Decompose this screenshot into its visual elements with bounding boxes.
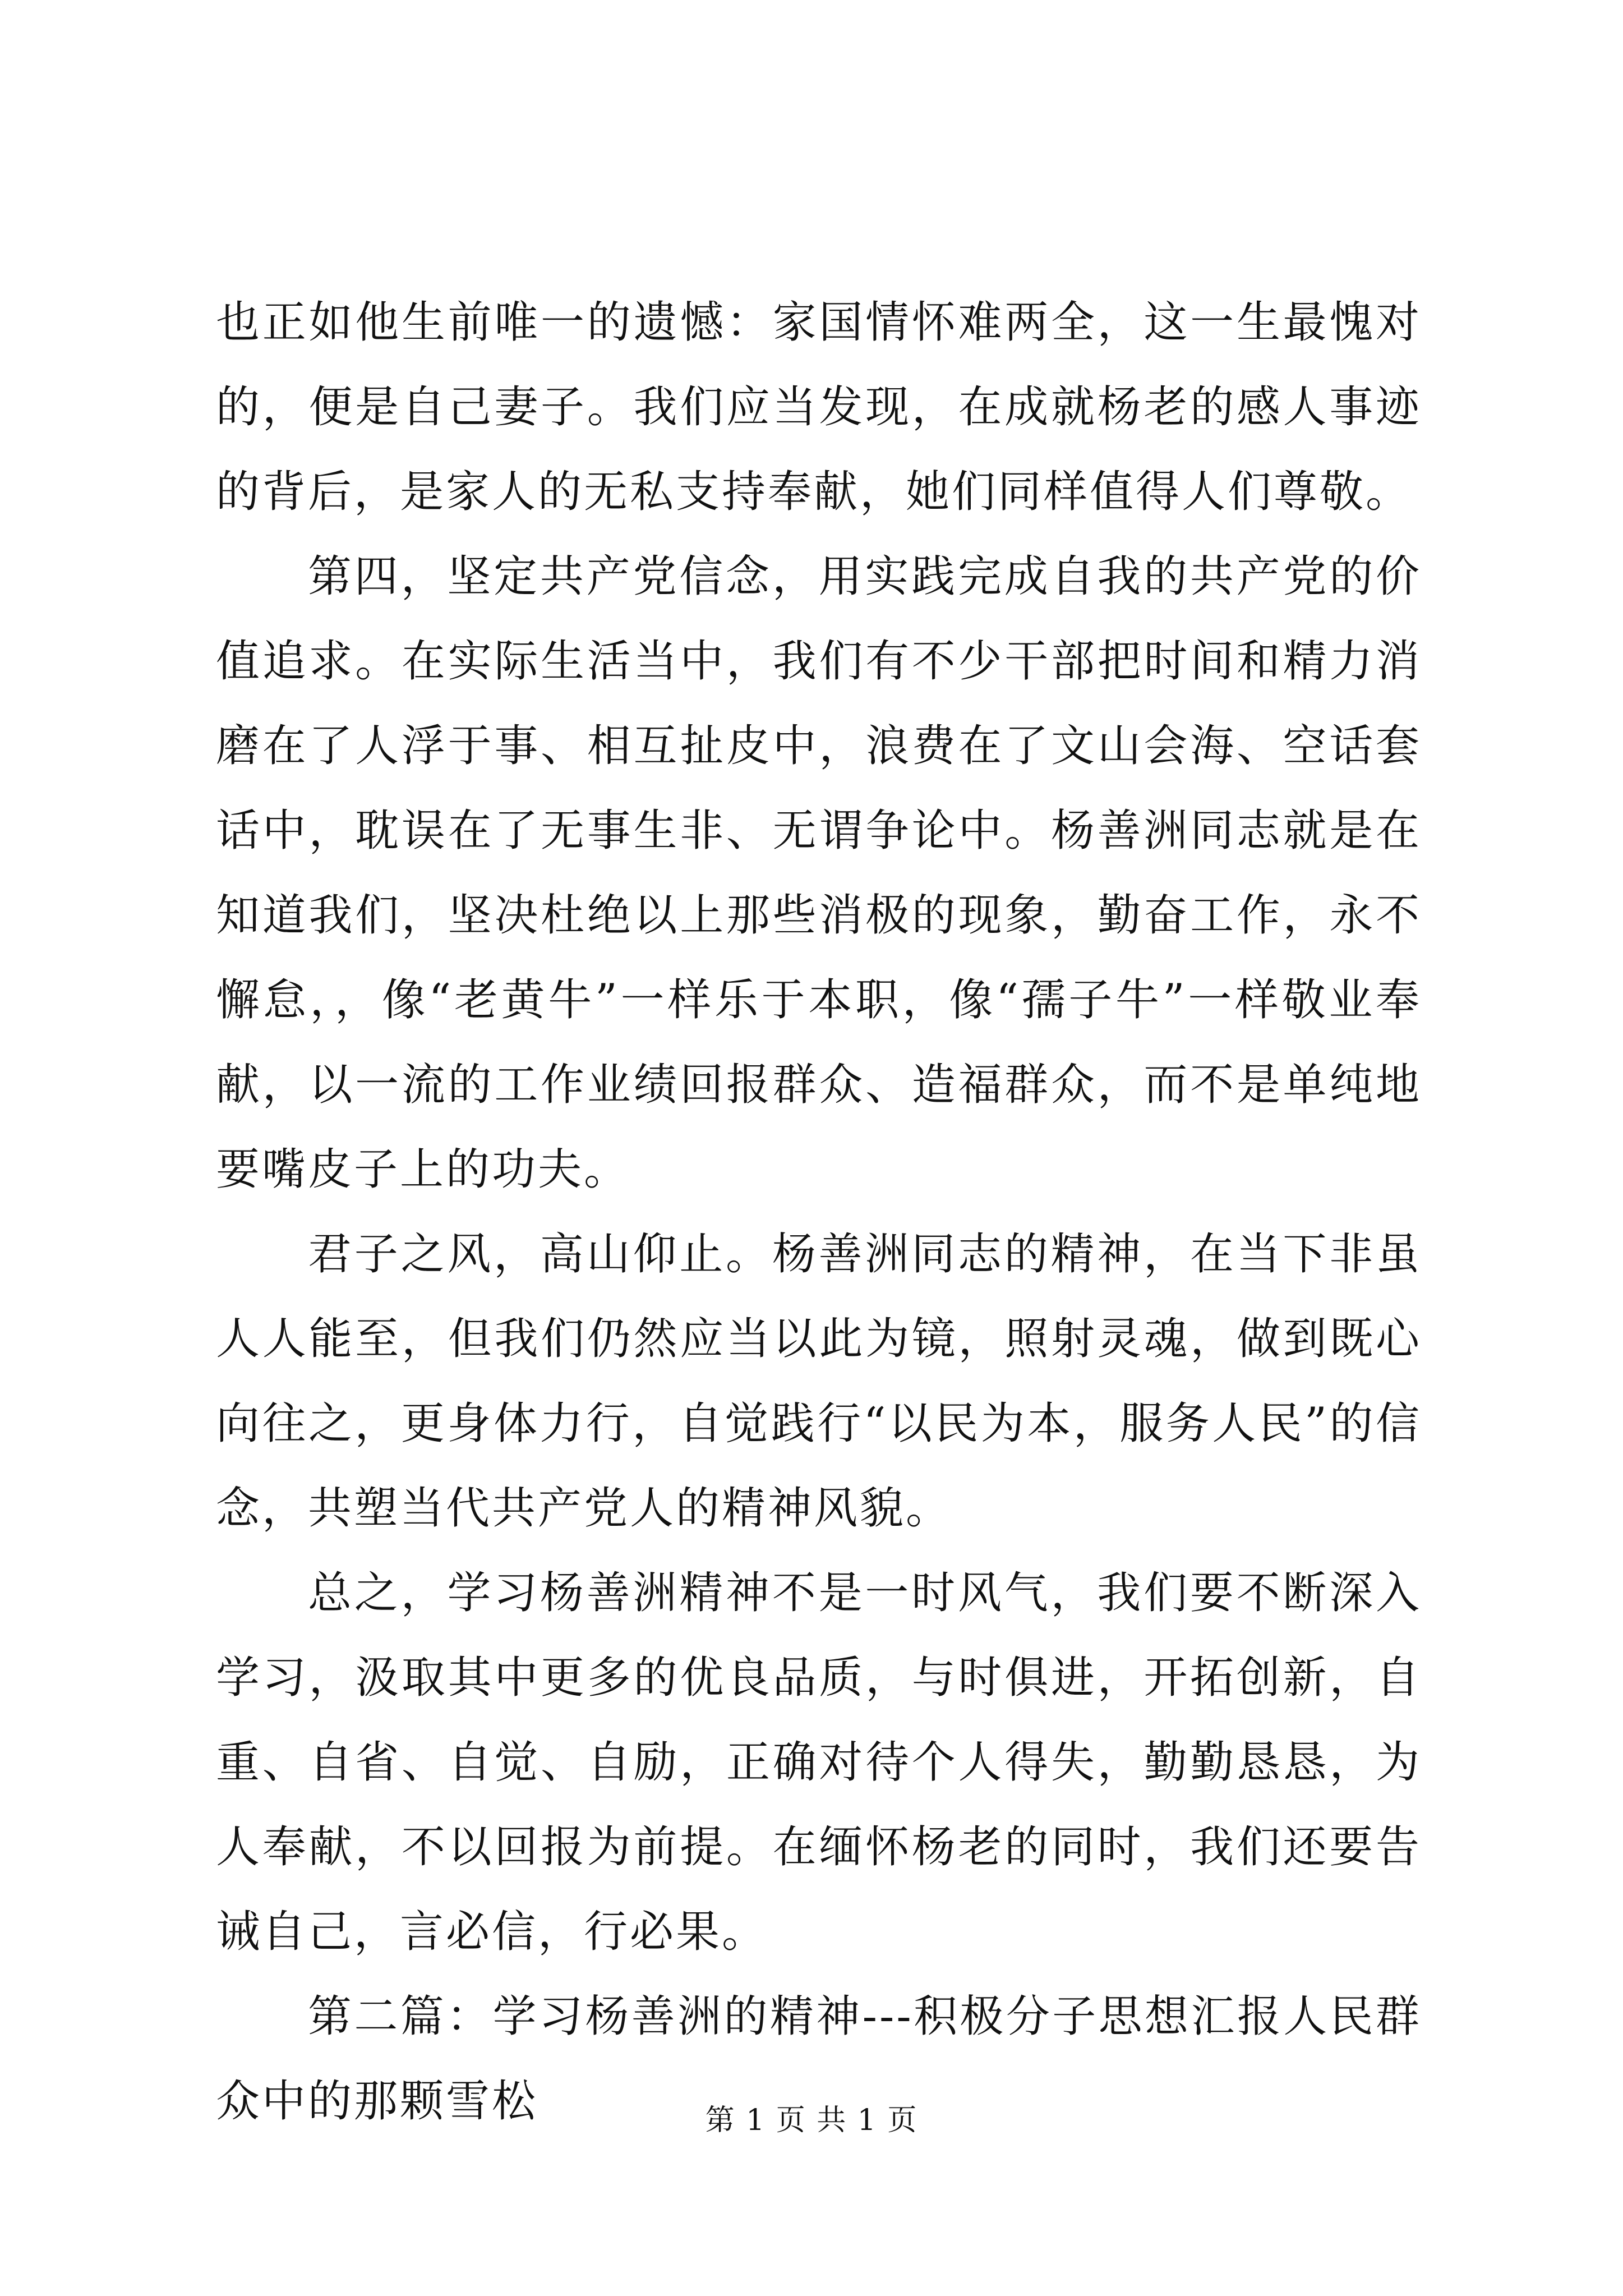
page-number-footer: 第 1 页 共 1 页 [705,2104,918,2137]
paragraph-5-section-heading: 第二篇：学习杨善洲的精神---积极分子思想汇报人民群众中的那颗雪松 [216,1991,1422,2127]
document-body [216,280,1422,2144]
paragraph-3: 君子之风，高山仰止。杨善洲同志的精神，在当下非虽人人能至，但我们仍然应当以此为镜，照射灵魂，做到既心向往之，更身体力行，自觉践行“以民为本，服务人民”的信念，共塑当代共产党人的精神风貌。 [216,1229,1422,1534]
paragraph-4: 总之，学习杨善洲精神不是一时风气，我们要不断深入学习，汲取其中更多的优良品质，与时俱进，开拓创新，自重、自省、自觉、自励，正确对待个人得失，勤勤恳恳，为人奉献，不以回报为前提。在缅怀杨老的同时，我们还要告诫自己，言必信，行必果。 [216,1568,1422,1957]
paragraph-2: 第四，坚定共产党信念，用实践完成自我的共产党的价值追求。在实际生活当中，我们有不少干部把时间和精力消磨在了人浮于事、相互扯皮中，浪费在了文山会海、空话套话中，耽误在了无事生非、无谓争论中。杨善洲同志就是在知道我们，坚决杜绝以上那些消极的现象，勤奋工作，永不懈怠，，像“老黄牛”一样乐于本职，像“孺子牛”一样敬业奉献，以一流的工作业绩回报群众、造福群众，而不是单纯地要嘴皮子上的功夫。 [216,551,1422,1195]
paragraph-1: 也正如他生前唯一的遗憾：家国情怀难两全，这一生最愧对的，便是自己妻子。我们应当发现，在成就杨老的感人事迹的背后，是家人的无私支持奉献，她们同样值得人们尊敬。 [216,297,1422,517]
